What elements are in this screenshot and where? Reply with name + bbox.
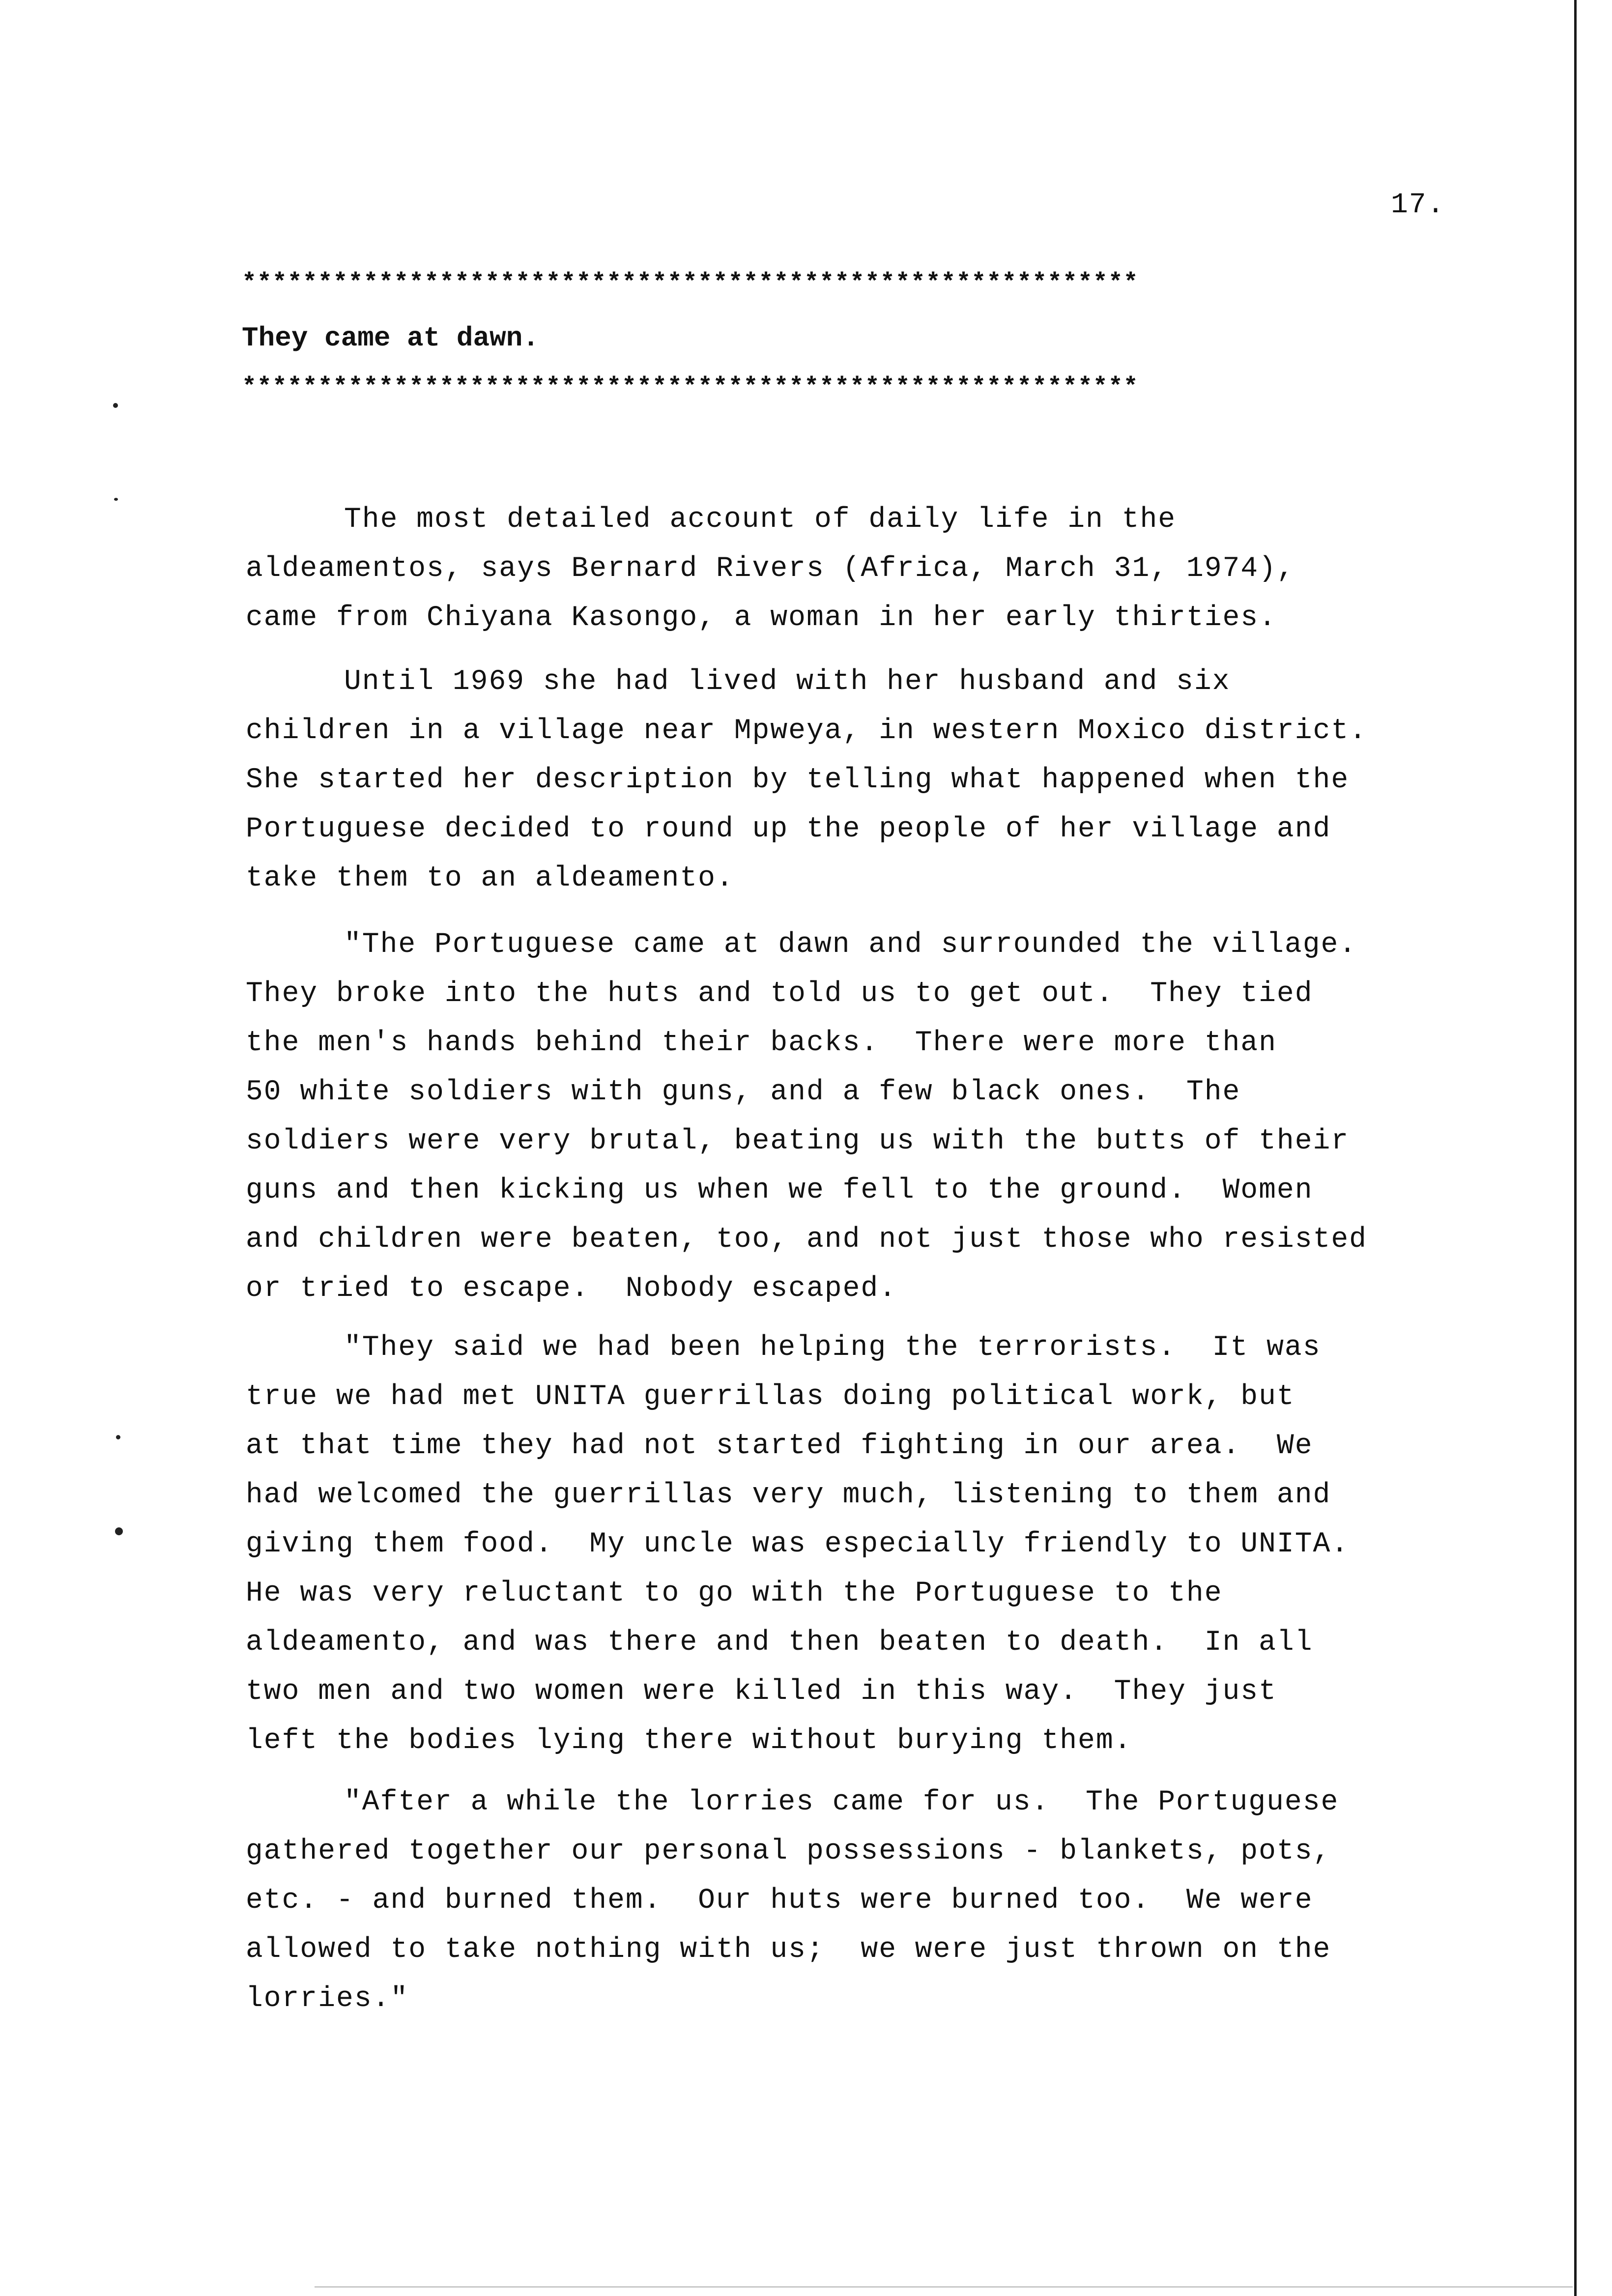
margin-speck bbox=[115, 1527, 123, 1535]
text-line: The most detailed account of daily life in the bbox=[344, 504, 1177, 536]
text-line: take them to an aldeamento. bbox=[246, 862, 734, 894]
text-line: They broke into the huts and told us to get out. They tied bbox=[246, 978, 1313, 1010]
text-line: true we had met UNITA guerrillas doing political work, but bbox=[246, 1381, 1295, 1413]
bottom-edge-rule bbox=[315, 2286, 1573, 2288]
margin-speck bbox=[116, 1435, 120, 1439]
text-line: guns and then kicking us when we fell to the ground. Women bbox=[246, 1175, 1313, 1206]
page-number: 17. bbox=[1391, 189, 1445, 221]
text-line: soldiers were very brutal, beating us with the butts of their bbox=[246, 1125, 1350, 1157]
text-line: children in a village near Mpweya, in western Moxico district. bbox=[246, 715, 1367, 747]
text-line: He was very reluctant to go with the Portuguese to the bbox=[246, 1578, 1223, 1609]
text-line: She started her description by telling what happened when the bbox=[246, 764, 1350, 796]
text-line: at that time they had not started fighting in our area. We bbox=[246, 1430, 1313, 1462]
text-line: giving them food. My uncle was especially friendly to UNITA. bbox=[246, 1528, 1350, 1560]
text-line: lorries." bbox=[246, 1983, 409, 2015]
text-line: left the bodies lying there without burying them. bbox=[246, 1725, 1132, 1757]
margin-speck bbox=[113, 403, 118, 408]
text-line: had welcomed the guerrillas very much, listening to them and bbox=[246, 1479, 1331, 1511]
text-line: "After a while the lorries came for us. The Portuguese bbox=[344, 1786, 1339, 1818]
text-line: "They said we had been helping the terrorists. It was bbox=[344, 1332, 1321, 1364]
text-line: two men and two women were killed in this way. They just bbox=[246, 1676, 1277, 1708]
separator-top: *********************************************************** bbox=[242, 269, 1139, 297]
page-edge-rule bbox=[1574, 0, 1577, 2296]
text-line: gathered together our personal possessions - blankets, pots, bbox=[246, 1836, 1331, 1867]
text-line: "The Portuguese came at dawn and surrounded the village. bbox=[344, 929, 1357, 961]
text-line: Portuguese decided to round up the people of her village and bbox=[246, 813, 1331, 845]
section-heading: They came at dawn. bbox=[242, 322, 539, 354]
text-line: or tried to escape. Nobody escaped. bbox=[246, 1273, 897, 1305]
text-line: aldeamento, and was there and then beaten to death. In all bbox=[246, 1627, 1313, 1659]
text-line: Until 1969 she had lived with her husband and six bbox=[344, 666, 1231, 698]
margin-speck bbox=[114, 498, 118, 501]
text-line: the men's hands behind their backs. There were more than bbox=[246, 1027, 1277, 1059]
text-line: etc. - and burned them. Our huts were burned too. We were bbox=[246, 1885, 1313, 1917]
separator-bottom: *********************************************************** bbox=[242, 373, 1139, 402]
text-line: aldeamentos, says Bernard Rivers (Africa, March 31, 1974), bbox=[246, 553, 1295, 585]
text-line: 50 white soldiers with guns, and a few black ones. The bbox=[246, 1076, 1241, 1108]
text-line: came from Chiyana Kasongo, a woman in her early thirties. bbox=[246, 602, 1277, 634]
text-line: allowed to take nothing with us; we were just thrown on the bbox=[246, 1934, 1331, 1966]
text-line: and children were beaten, too, and not just those who resisted bbox=[246, 1224, 1367, 1256]
